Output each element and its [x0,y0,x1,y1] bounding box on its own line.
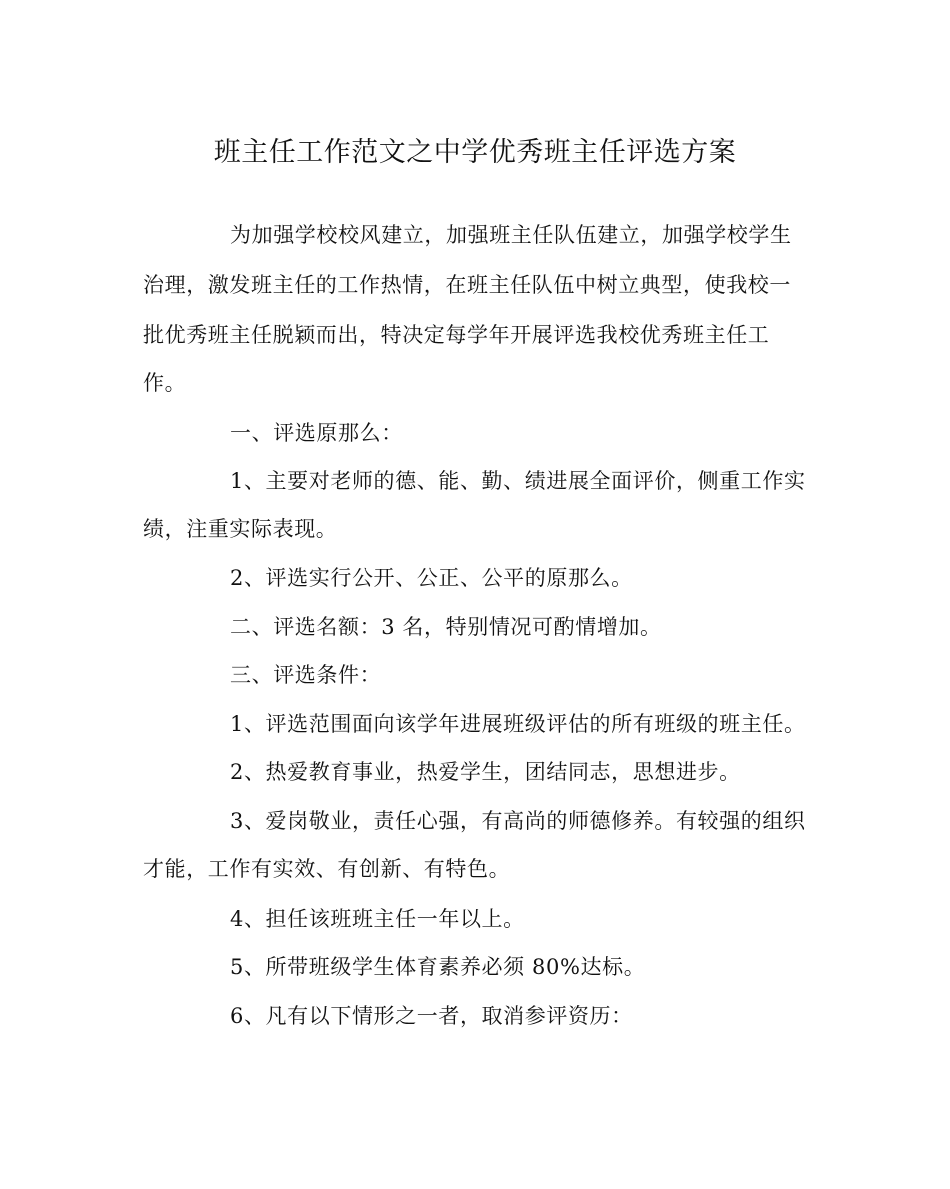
paragraph-line: 才能，工作有实效、有创新、有特色。 [143,857,511,881]
paragraph-line: 治理，激发班主任的工作热情，在班主任队伍中树立典型，使我校一 [143,273,791,297]
paragraph-line: 6、凡有以下情形之一者，取消参评资历： [230,1004,633,1028]
paragraph-line: 2、热爱教育事业，热爱学生，团结同志，思想进步。 [230,760,741,784]
paragraph-line: 为加强学校校风建立，加强班主任队伍建立，加强学校学生 [230,223,792,247]
paragraph-line: 4、担任该班班主任一年以上。 [230,907,525,931]
section-heading: 二、评选名额：3 名，特别情况可酌情增加。 [230,615,662,639]
paragraph-line: 2、评选实行公开、公正、公平的原那么。 [230,566,633,590]
paragraph-line: 5、所带班级学生体育素养必须 80%达标。 [230,955,646,979]
paragraph-line: 3、爱岗敬业，责任心强，有高尚的师德修养。有较强的组织 [230,809,806,833]
paragraph-line: 作。 [143,371,187,395]
paragraph-line: 1、评选范围面向该学年进展班级评估的所有班级的班主任。 [230,712,806,736]
section-heading: 一、评选原那么： [230,421,403,445]
paragraph-line: 绩，注重实际表现。 [143,517,338,541]
document-title: 班主任工作范文之中学优秀班主任评选方案 [213,137,737,168]
paragraph-line: 批优秀班主任脱颖而出，特决定每学年开展评选我校优秀班主任工 [143,323,770,347]
section-heading: 三、评选条件： [230,663,382,687]
paragraph-line: 1、主要对老师的德、能、勤、绩进展全面评价，侧重工作实 [230,469,806,493]
